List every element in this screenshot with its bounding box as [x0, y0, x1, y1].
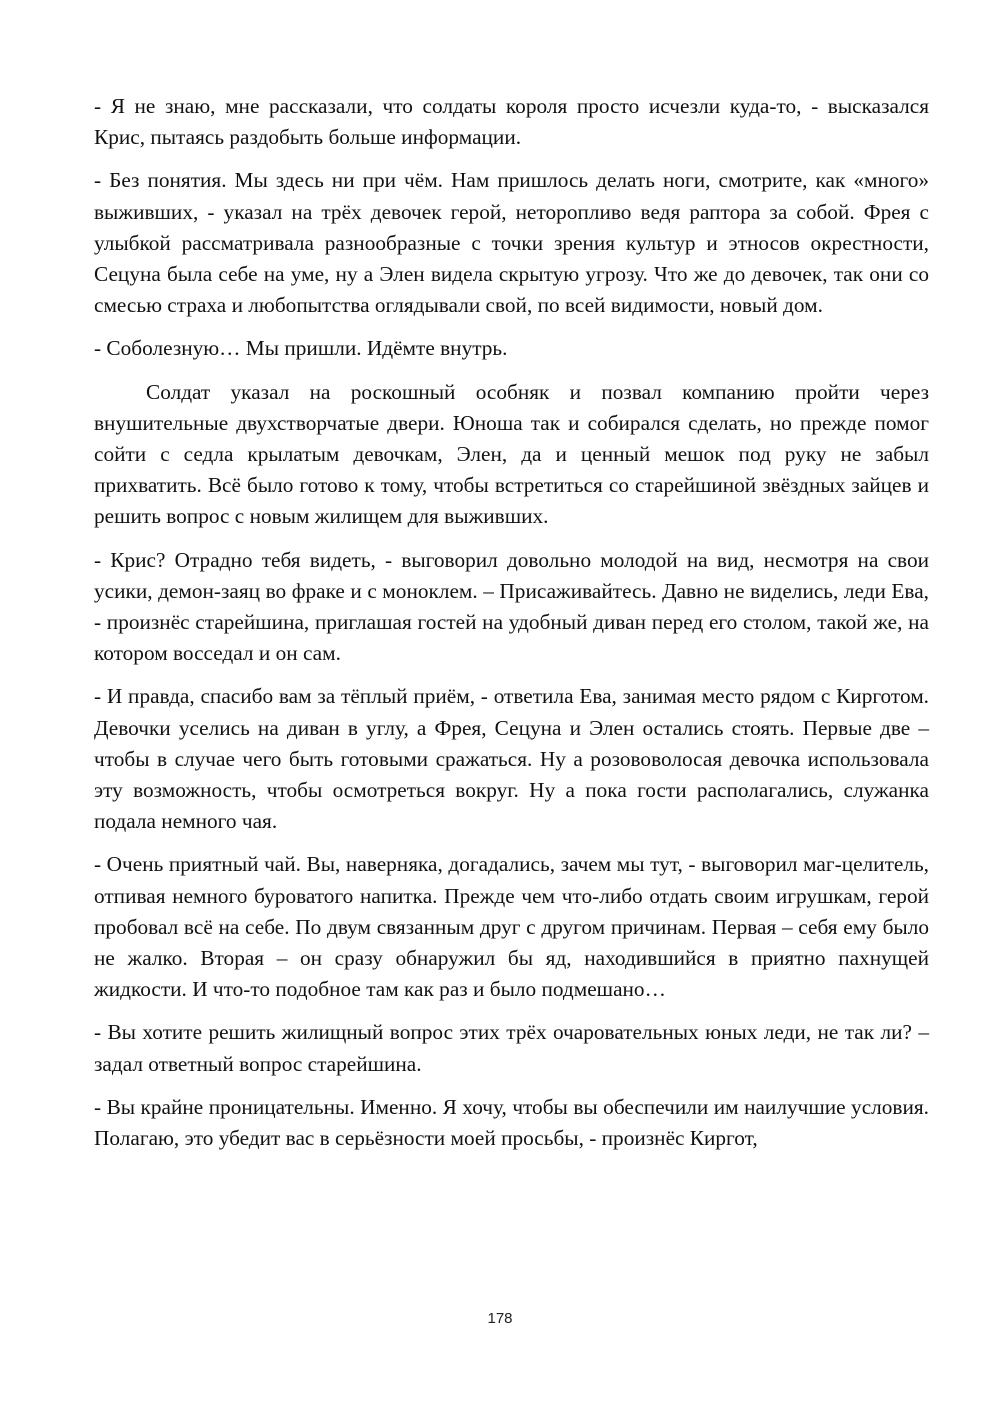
paragraph: - Крис? Отрадно тебя видеть, - выговорил довольно молодой на вид, несмотря на свои усики, демон-заяц во фраке и с моноклем. – Присаживайтесь. Давно не виделись, леди Ева, - произнёс старейшина, приглашая гостей на удобный диван перед его столом, такой же, на котором восседал и он сам.	[94, 547, 929, 666]
paragraph: - Вы хотите решить жилищный вопрос этих трёх очаровательных юных леди, не так ли? – задал ответный вопрос старейшина.	[94, 1020, 929, 1076]
paragraph: - И правда, спасибо вам за тёплый приём, - ответила Ева, занимая место рядом с Кирготом. Девочки уселись на диван в углу, а Фрея, Сецуна и Элен остались стоять. Первые две – чтобы в случае чего быть готовыми сражаться. Ну а розововолосая девочка использовала эту возможность, чтобы осмотреться вокруг. Ну а пока гости располагались, служанка подала немного чая.	[94, 684, 929, 834]
paragraph: - Вы крайне проницательны. Именно. Я хочу, чтобы вы обеспечили им наилучшие условия. Полагаю, это убедит вас в серьёзности моей просьбы, - произнёс Киргот,	[94, 1094, 929, 1151]
paragraph: - Без понятия. Мы здесь ни при чём. Нам пришлось делать ноги, смотрите, как «много» выживших, - указал на трёх девочек герой, неторопливо ведя раптора за собой. Фрея с улыбкой рассматривала разнообразные с точки зрения культур и этносов окрестности, Сецуна была себе на уме, ну а Элен видела скрытую угрозу. Что же до девочек, так они со смесью страха и любопытства оглядывали свой, по всей видимости, новый дом.	[94, 168, 929, 318]
paragraph: - Соболезную… Мы пришли. Идёмте внутрь.	[94, 336, 508, 361]
paragraph: - Очень приятный чай. Вы, наверняка, догадались, зачем мы тут, - выговорил маг-целитель, отпивая немного буроватого напитка. Прежде чем что-либо отдать своим игрушкам, герой пробовал всё на себе. По двум связанным друг с другом причинам. Первая – себя ему было не жалко. Вторая – он сразу обнаружил бы яд, находившийся в приятно пахнущей жидкости. И что-то подобное там как раз и было подмешано…	[94, 852, 929, 1002]
page-number: 178	[487, 1310, 513, 1327]
page-body	[94, 91, 929, 1166]
paragraph: - Я не знаю, мне рассказали, что солдаты короля просто исчезли куда-то, - высказался Крис, пытаясь раздобыть больше информации.	[94, 94, 929, 150]
paragraph: Солдат указал на роскошный особняк и позвал компанию пройти через внушительные двухстворчатые двери. Юноша так и собирался сделать, но прежде помог сойти с седла крылатым девочкам, Элен, да и ценный мешок под руку не забыл прихватить. Всё было готово к тому, чтобы встретиться со старейшиной звёздных зайцев и решить вопрос с новым жилищем для выживших.	[94, 379, 929, 529]
